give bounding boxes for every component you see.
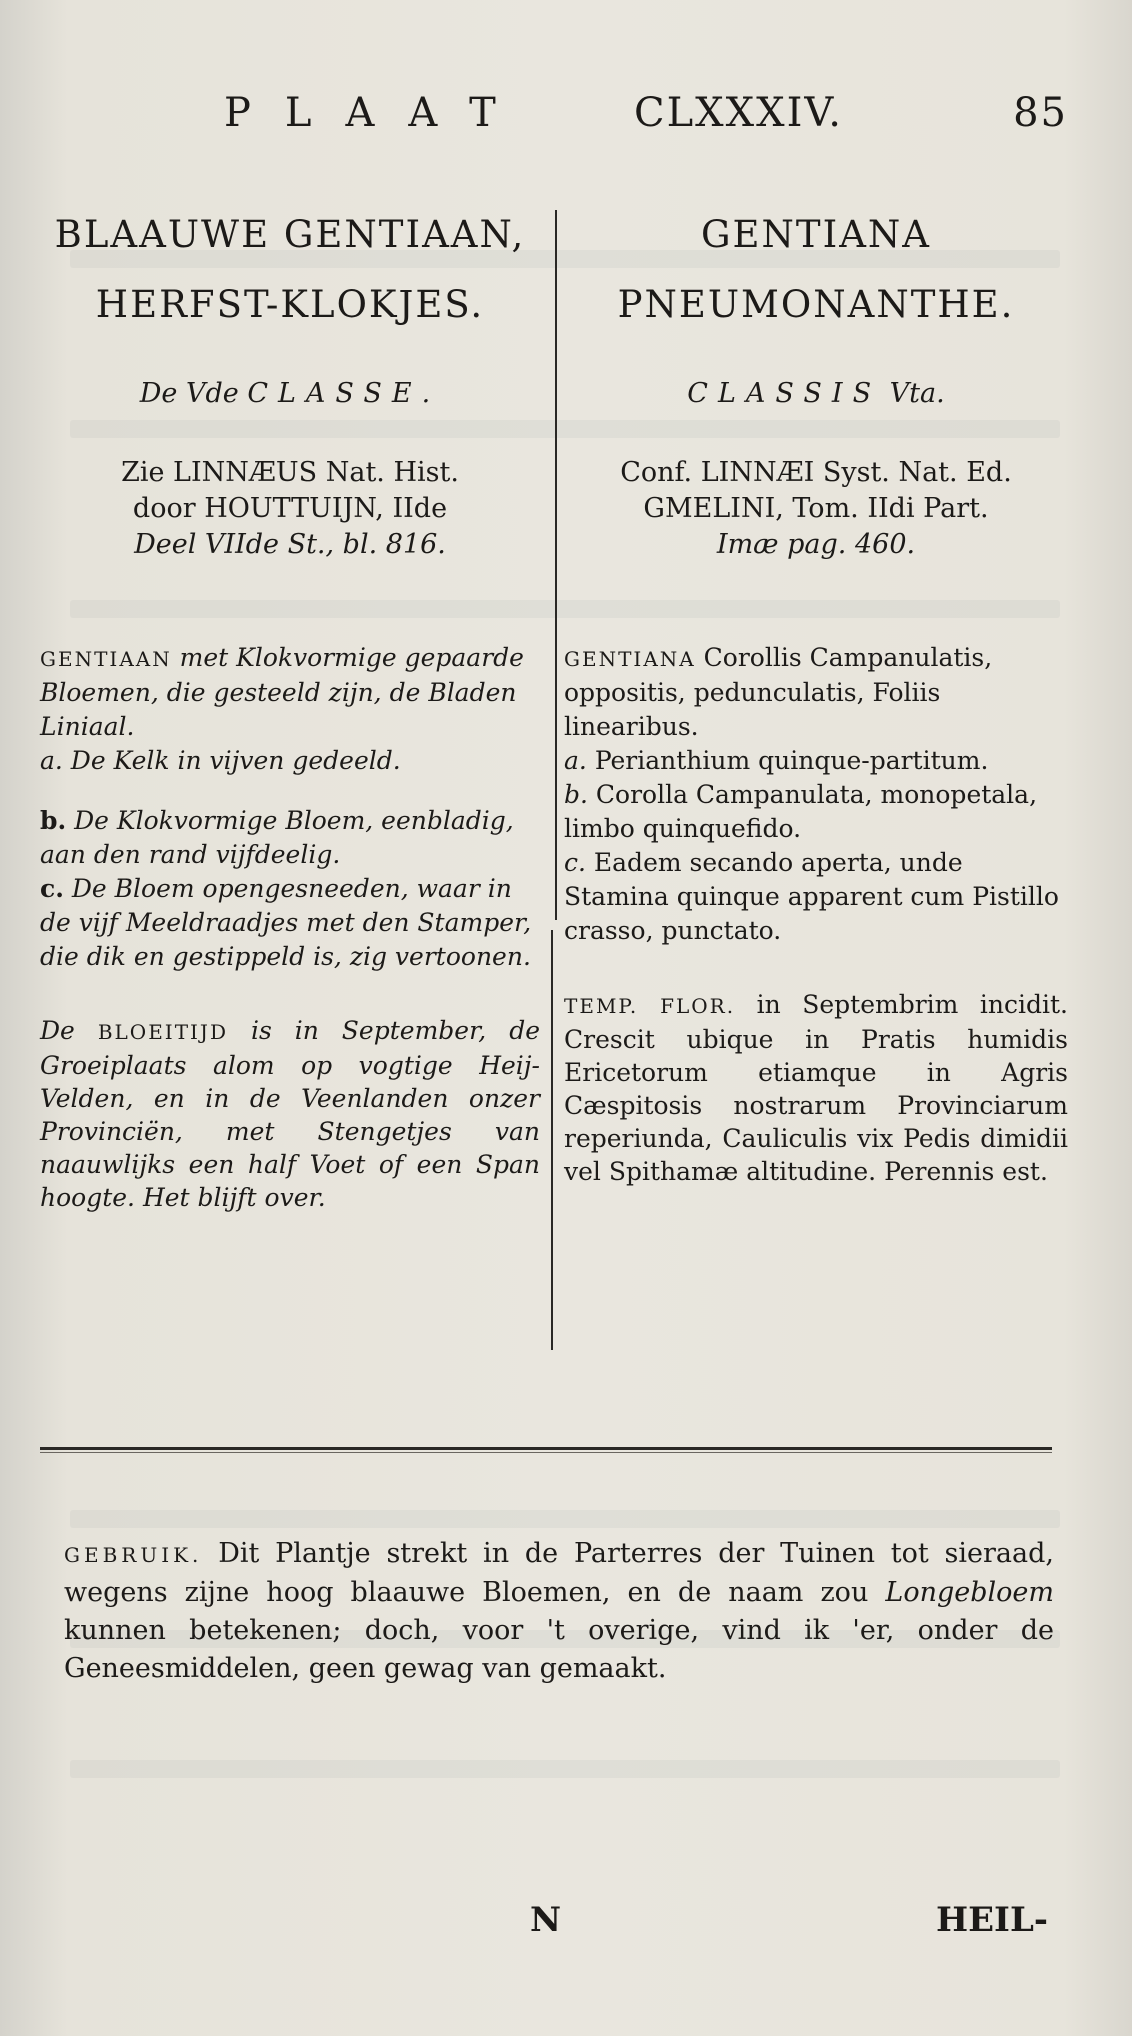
latin-class [564,378,1068,409]
bleed-through [70,1760,1060,1778]
reference-line: Conf. LINNÆI Syst. Nat. Ed. [620,457,1012,488]
column-divider [555,210,557,920]
latin-flowering-note [564,988,1068,1188]
reference-line: Deel VIIde St., bl. 816. [134,529,446,560]
signature-mark: N [530,1900,562,1940]
dutch-flowering-note [40,1014,540,1214]
description-lead: GENTIAAN [40,647,172,671]
section-rule-thin [40,1452,1052,1453]
figure-note-text: Perianthium quinque-partitum. [594,746,989,775]
reference-line: Zie LINNÆUS Nat. Hist. [121,457,459,488]
flowering-text: in Septembrim incidit. Crescit ubique in Pratis humidis Ericetorum etiamque in Agris Cæspitosis nostrarum Provinciarum reperiunda, Cauliculis vix Pedis dimidii vel Spithamæ altitudine. Perennis est. [564,990,1068,1186]
dutch-class [40,378,540,409]
class-suffix: Vta. [889,378,945,409]
dutch-title-line-1: BLAAUWE GENTIAAN, [54,213,526,256]
reference-line: GMELINI, Tom. IIdi Part. [643,493,989,524]
usage-text: kunnen betekenen; doch, voor 't overige, vind ik 'er, onder de Geneesmiddelen, geen gewag van gemaakt. [64,1615,1054,1684]
latin-reference [564,455,1068,563]
column-divider [551,930,553,1350]
dutch-reference [40,455,540,563]
figure-note-a [40,744,540,778]
plate-number: CLXXXIV. [634,90,844,136]
class-word: CLASSE. [247,378,441,409]
flowering-text: is in September, de Groeiplaats alom op vogtige Heij-Velden, en in de Veenlanden onzer Provinciën, met Stengetjes van naauwlijks een half Voet of een Span hoogte. Het blijft over. [40,1016,540,1212]
figure-note-text: De Klokvormige Bloem, eenbladig, aan den rand vijfdeelig. [40,806,514,869]
class-prefix: De Vde [139,378,239,409]
figure-note-text: a. De Kelk in vijven gedeeld. [40,746,401,775]
figure-note-label: a. [564,746,587,775]
flowering-lead: BLOEITIJD [97,1020,228,1044]
usage-paragraph [64,1535,1054,1688]
plate-label: PLAAT [224,90,530,136]
description-text: met Klokvormige gepaarde Bloemen, die gesteeld zijn, de Bladen Liniaal. [40,643,524,741]
usage-lead: GEBRUIK. [64,1543,203,1567]
figure-note-b [40,804,540,872]
figure-note-text: Eadem secando aperta, unde Stamina quinque apparent cum Pistillo crasso, punctato. [564,848,1059,945]
dutch-title [40,200,540,340]
figure-note-a [564,744,1068,778]
description-text: Corollis Campanulatis, oppositis, pedunculatis, Foliis linearibus. [564,643,993,741]
latin-title-line-1: GENTIANA [700,213,932,256]
figure-note-label: c. [564,848,586,877]
latin-description [564,641,1068,744]
reference-line: Imæ pag. 460. [716,529,916,560]
figure-note-label: b. [564,780,588,809]
figure-note-text: Corolla Campanulata, monopetala, limbo quinquefido. [564,780,1038,843]
latin-column [564,200,1068,1188]
figure-note-c [564,846,1068,948]
description-lead: GENTIANA [564,647,696,671]
figure-note-c [40,872,540,974]
dutch-description [40,641,540,744]
figure-note-b [564,778,1068,846]
figure-note-label: c. [40,874,64,903]
dutch-title-line-2: HERFST-KLOKJES. [95,283,485,326]
latin-title [564,200,1068,340]
flowering-prefix: De [40,1016,75,1045]
figure-note-label: b. [40,806,67,835]
running-header [220,90,1080,150]
bleed-through [70,1510,1060,1528]
usage-italic-term: Longebloem [885,1577,1054,1608]
usage-text: Dit Plantje strekt in de Parterres der Tuinen tot sieraad, wegens zijne hoog blaauwe Bloemen, en de naam zou [64,1538,1054,1608]
reference-line: door HOUTTUIJN, IIde [132,493,448,524]
flowering-lead: TEMP. FLOR. [564,994,736,1018]
figure-note-text: De Bloem opengesneeden, waar in de vijf Meeldraadjes met den Stamper, die dik en gestippeld is, zig vertoonen. [40,874,532,971]
class-word: CLASSIS [687,378,882,409]
section-rule [40,1447,1052,1450]
catchword: HEIL- [936,1900,1048,1940]
latin-title-line-2: PNEUMONANTHE. [617,283,1015,326]
dutch-column [40,200,540,1214]
page-number: 85 [1013,90,1068,136]
spacer [40,778,540,804]
